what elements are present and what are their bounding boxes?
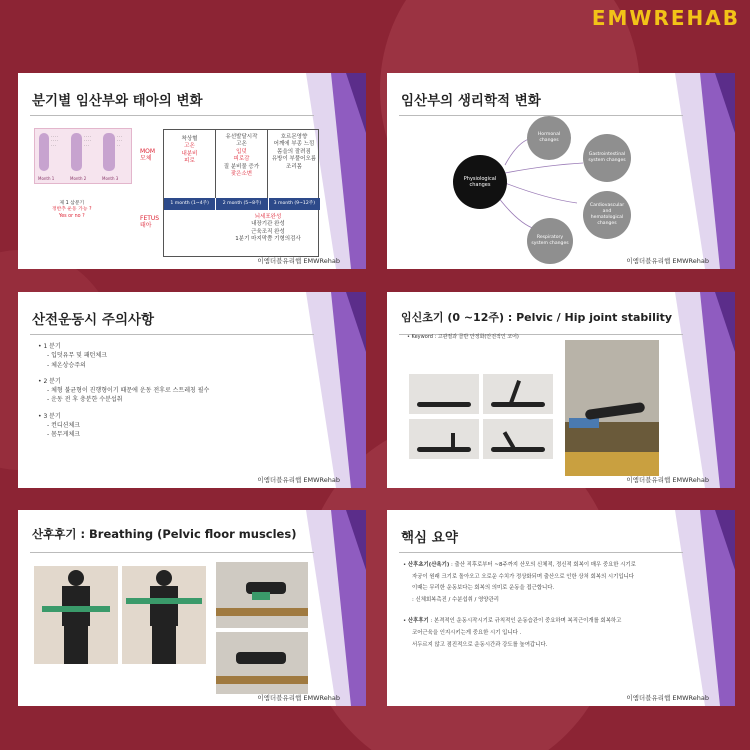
keyword-text: • Keyword : 고관절과 골반 안정화(안전적인 코어) <box>407 334 519 340</box>
slide-footer: 이엠더블유리햅 EMWRehab <box>257 476 340 484</box>
slide-footer: 이엠더블유리햅 EMWRehab <box>626 476 709 484</box>
month-band: 1 month (1~4주) 2 month (5~8주) 3 month (9~12주) <box>164 198 320 210</box>
exercise-photo <box>483 374 553 414</box>
pilates-studio-photo <box>565 340 659 476</box>
precaution-list: • 1 분기 - 입덧유무 및 패턴체크 - 체온상승주의 • 2 분기 - 체형 불균형이 진행형이기 때문에 운동 전후로 스트레칭 필수 - 운동 전 후 충분한 수분섭취 • 3 분기 - 컨디션체크 - 몸무게체크 <box>38 343 210 439</box>
fetus-changes: 뇌세포완성 내장기관 완성 근육조직 완성 1분기 마지막쯤 기형의검사 <box>235 214 301 243</box>
fetus-label: FETUS 태아 <box>140 215 160 230</box>
exercise-photo <box>409 374 479 414</box>
brand-logo: EMWREHAB <box>591 6 740 30</box>
divider <box>30 334 314 335</box>
reformer-photo <box>216 632 308 694</box>
divider <box>399 552 683 553</box>
change-table: 착상혈 고온 내분비 피로 유선발달시작 고온 입덧 피로감 질 분비물 증가 잦은소변 호르몬영향 어깨에 부종 느낌 몸을의 잘려짐 유방이 부풀어오름 조리몸 1 month (1~4주) 2 month (5~8주) 3 month (9~12주) 뇌세포완성 내장기관 완성 근육조직 완성 1분기 마지막쯤 기형의검사 <box>163 129 319 257</box>
slide-key-summary <box>387 510 735 706</box>
divider <box>30 552 314 553</box>
month-label: Month 3 <box>102 175 119 181</box>
slide-early-pregnancy <box>387 292 735 488</box>
divider <box>30 115 314 116</box>
respiratory-node: Respiratory system changes <box>527 218 573 264</box>
slide-prenatal-precautions <box>18 292 366 488</box>
slide-trimester-changes <box>18 73 366 269</box>
month-figures: · · · · · · · · · · · · · · · · · · · · · · · · · · · · · · Month 1 Month 2 Month 3 <box>34 128 132 184</box>
reformer-photo <box>216 562 308 628</box>
exercise-photo <box>483 419 553 459</box>
month-label: Month 2 <box>70 175 87 181</box>
slide-footer: 이엠더블유리햅 EMWRehab <box>257 257 340 265</box>
slide-postpartum-breathing <box>18 510 366 706</box>
slide-title: 핵심 요약 <box>401 530 458 546</box>
band-exercise-photo <box>122 566 206 664</box>
slide-title: 분기별 임산부와 태아의 변화 <box>32 93 203 109</box>
slide-title: 임산부의 생리학적 변화 <box>401 93 541 109</box>
mom-label: MOM 모체 <box>140 148 156 163</box>
slide-footer: 이엠더블유리햅 EMWRehab <box>257 694 340 702</box>
exercise-photo <box>409 419 479 459</box>
question-text: 제 1 삼분기 정반추 운동 가능 ? Yes or no ? <box>52 201 92 219</box>
center-node: Physiological changes <box>453 155 507 209</box>
slide-title: 산후후기 : Breathing (Pelvic floor muscles) <box>32 527 297 541</box>
slide-physiological-changes <box>387 73 735 269</box>
purple-decoration <box>246 292 366 488</box>
slide-title: 임신초기 (0 ~12주) : Pelvic / Hip joint stability <box>401 311 673 324</box>
slide-title: 산전운동시 주의사항 <box>32 312 155 328</box>
slide-footer: 이엠더블유리햅 EMWRehab <box>626 694 709 702</box>
summary-text: • 산후초기(산욕기) : 출산 직후로부터 ~8주까지 산모의 신체적, 정신적 회복이 매우 중요한 시기로 자궁이 원래 크기로 돌아오고 오로운 수치가 정상화되며 출산으로 인한 상처 회복의 시기입니다 이때는 무리한 운동보다는 회복의 의미로 운동을 접근합니다. : 신체회복촉진 / 수분섭취 / 영양관리 • 산후후기 : 본격적인 운동시작시기로 규칙적인 운동습관이 중요하며 복직근이개를 회복하고 코어근육을 인지시키는게 중요한 시기 입니다 . 서두르지 않고 점진적으로 운동시간과 강도를 높여갑니다. <box>403 562 636 648</box>
slide-footer: 이엠더블유리햅 EMWRehab <box>626 257 709 265</box>
gastrointestinal-node: Gastrointestinal system changes <box>583 134 631 182</box>
hormonal-node: Hormonal changes <box>527 116 571 160</box>
cardiovascular-node: Cardiovascular and hematological changes <box>583 191 631 239</box>
month-label: Month 1 <box>38 175 55 181</box>
band-exercise-photo <box>34 566 118 664</box>
